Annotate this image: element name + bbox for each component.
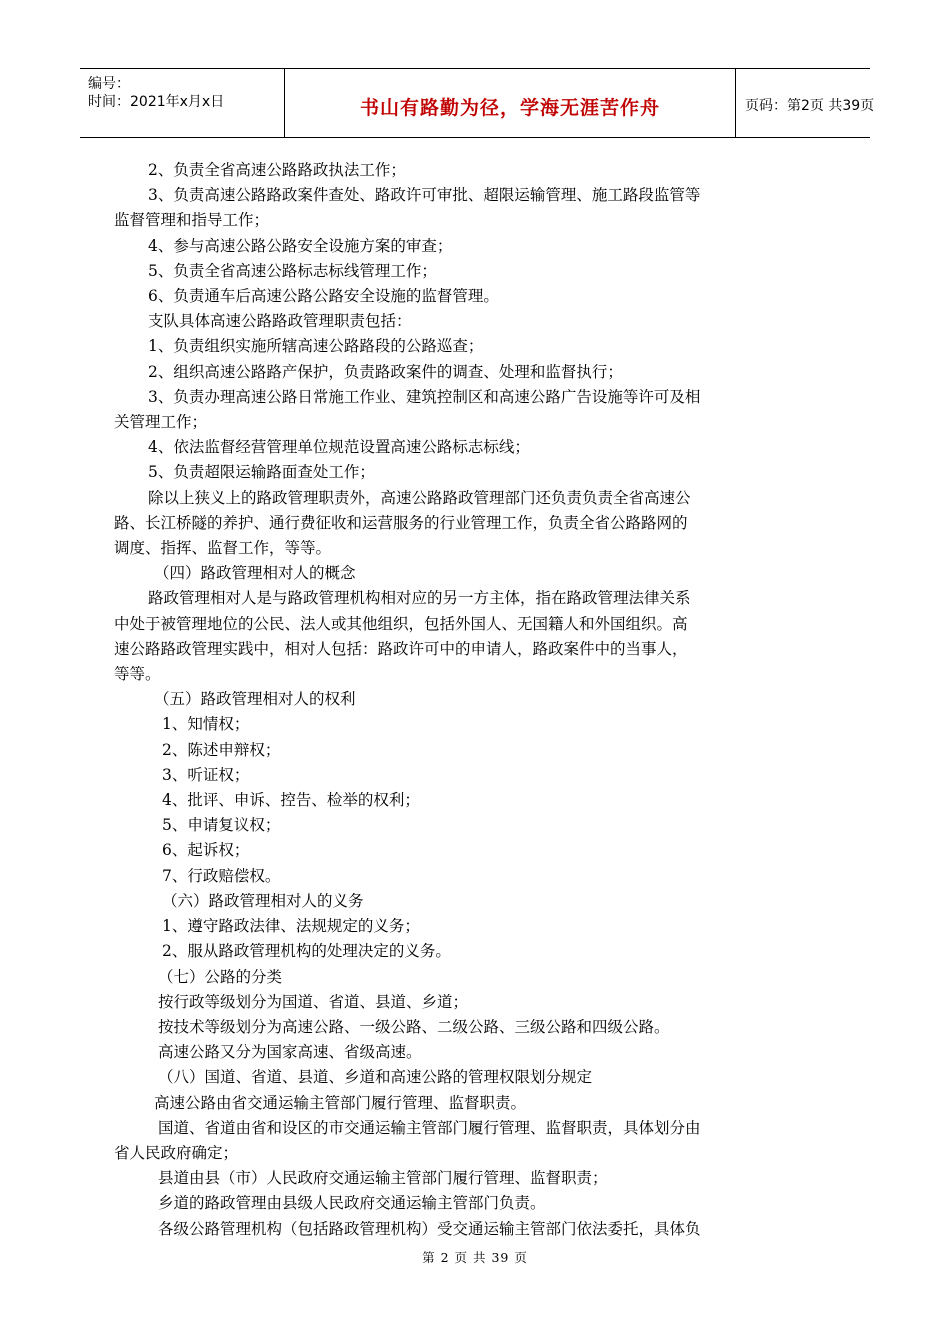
document-number-label: 编号： [88,76,130,92]
body-line: 4、参与高速公路公路安全设施方案的审查； [148,236,453,255]
header-page-code: 页码：第2页 共39页 [745,98,875,114]
body-line: 2、组织高速公路路产保护，负责路政案件的调查、处理和监督执行； [148,362,623,381]
body-line: 除以上狭义上的路政管理职责外，高速公路路政管理部门还负责负责全省高速公 [148,488,691,507]
document-date: 时间：2021年x月x日 [88,94,225,110]
body-line: 高速公路由省交通运输主管部门履行管理、监督职责。 [154,1093,527,1112]
section-heading: （八）国道、省道、县道、乡道和高速公路的管理权限划分规定 [158,1068,593,1087]
list-item: 2、服从路政管理机构的处理决定的义务。 [162,942,451,961]
body-line: 等等。 [114,665,161,684]
body-line: 支队具体高速公路路政管理职责包括： [148,312,412,331]
list-item: 4、批评、申诉、控告、检举的权利； [162,791,420,810]
body-line: 中处于被管理地位的公民、法人或其他组织，包括外国人、无国籍人和外国组织。高 [114,614,688,633]
list-item: 6、起诉权； [162,841,250,860]
body-line: 乡道的路政管理由县级人民政府交通运输主管部门负责。 [158,1194,546,1213]
section-heading: （四）路政管理相对人的概念 [154,564,356,583]
list-item: 1、遵守路政法律、法规规定的义务； [162,917,420,936]
body-line: 按技术等级划分为高速公路、一级公路、二级公路、三级公路和四级公路。 [158,1017,670,1036]
section-heading: （五）路政管理相对人的权利 [154,690,356,709]
body-line: 路政管理相对人是与路政管理机构相对应的另一方主体，指在路政管理法律关系 [148,589,691,608]
list-item: 1、知情权； [162,715,250,734]
body-line: 各级公路管理机构（包括路政管理机构）受交通运输主管部门依法委托，具体负 [158,1219,701,1238]
body-line: 3、负责高速公路路政案件查处、路政许可审批、超限运输管理、施工路段监管等 [148,186,701,205]
body-line: 调度、指挥、监督工作，等等。 [114,539,332,558]
body-line: 3、负责办理高速公路日常施工作业、建筑控制区和高速公路广告设施等许可及相 [148,387,701,406]
header-motto-cell [284,69,736,137]
body-line: 路、长江桥隧的养护、通行费征收和运营服务的行业管理工作，负责全省公路路网的 [114,513,688,532]
body-line: 国道、省道由省和设区的市交通运输主管部门履行管理、监督职责，具体划分由 [158,1118,701,1137]
body-line: 5、负责超限运输路面查处工作； [148,463,375,482]
body-line: 5、负责全省高速公路标志标线管理工作； [148,261,437,280]
list-item: 2、陈述申辩权； [162,740,281,759]
body-line: 高速公路又分为国家高速、省级高速。 [158,1043,422,1062]
list-item: 3、听证权； [162,765,250,784]
body-line: 省人民政府确定； [114,1143,239,1162]
list-item: 5、申请复议权； [162,816,281,835]
header-motto: 书山有路勤为径，学海无涯苦作舟 [359,97,660,119]
header-left-cell [80,69,284,137]
section-heading: （六）路政管理相对人的义务 [162,891,364,910]
body-line: 监督管理和指导工作； [114,211,270,230]
body-line: 6、负责通车后高速公路公路安全设施的监督管理。 [148,287,499,306]
body-line: 4、依法监督经营管理单位规范设置高速公路标志标线； [148,438,530,457]
page-header [80,68,875,138]
list-item: 7、行政赔偿权。 [162,866,281,885]
body-line: 速公路路政管理实践中，相对人包括：路政许可中的申请人，路政案件中的当事人， [114,639,688,658]
body-line: 县道由县（市）人民政府交通运输主管部门履行管理、监督职责； [158,1169,608,1188]
body-line: 按行政等级划分为国道、省道、县道、乡道； [158,992,469,1011]
header-right-cell [735,69,875,137]
body-line: 2、负责全省高速公路路政执法工作； [148,161,406,179]
body-line: 关管理工作； [114,413,208,432]
document-body [114,158,839,1242]
body-line: 1、负责组织实施所辖高速公路路段的公路巡查； [148,337,484,356]
section-heading: （七）公路的分类 [158,967,283,986]
page-footer: 第 2 页 共 39 页 [422,1250,528,1265]
